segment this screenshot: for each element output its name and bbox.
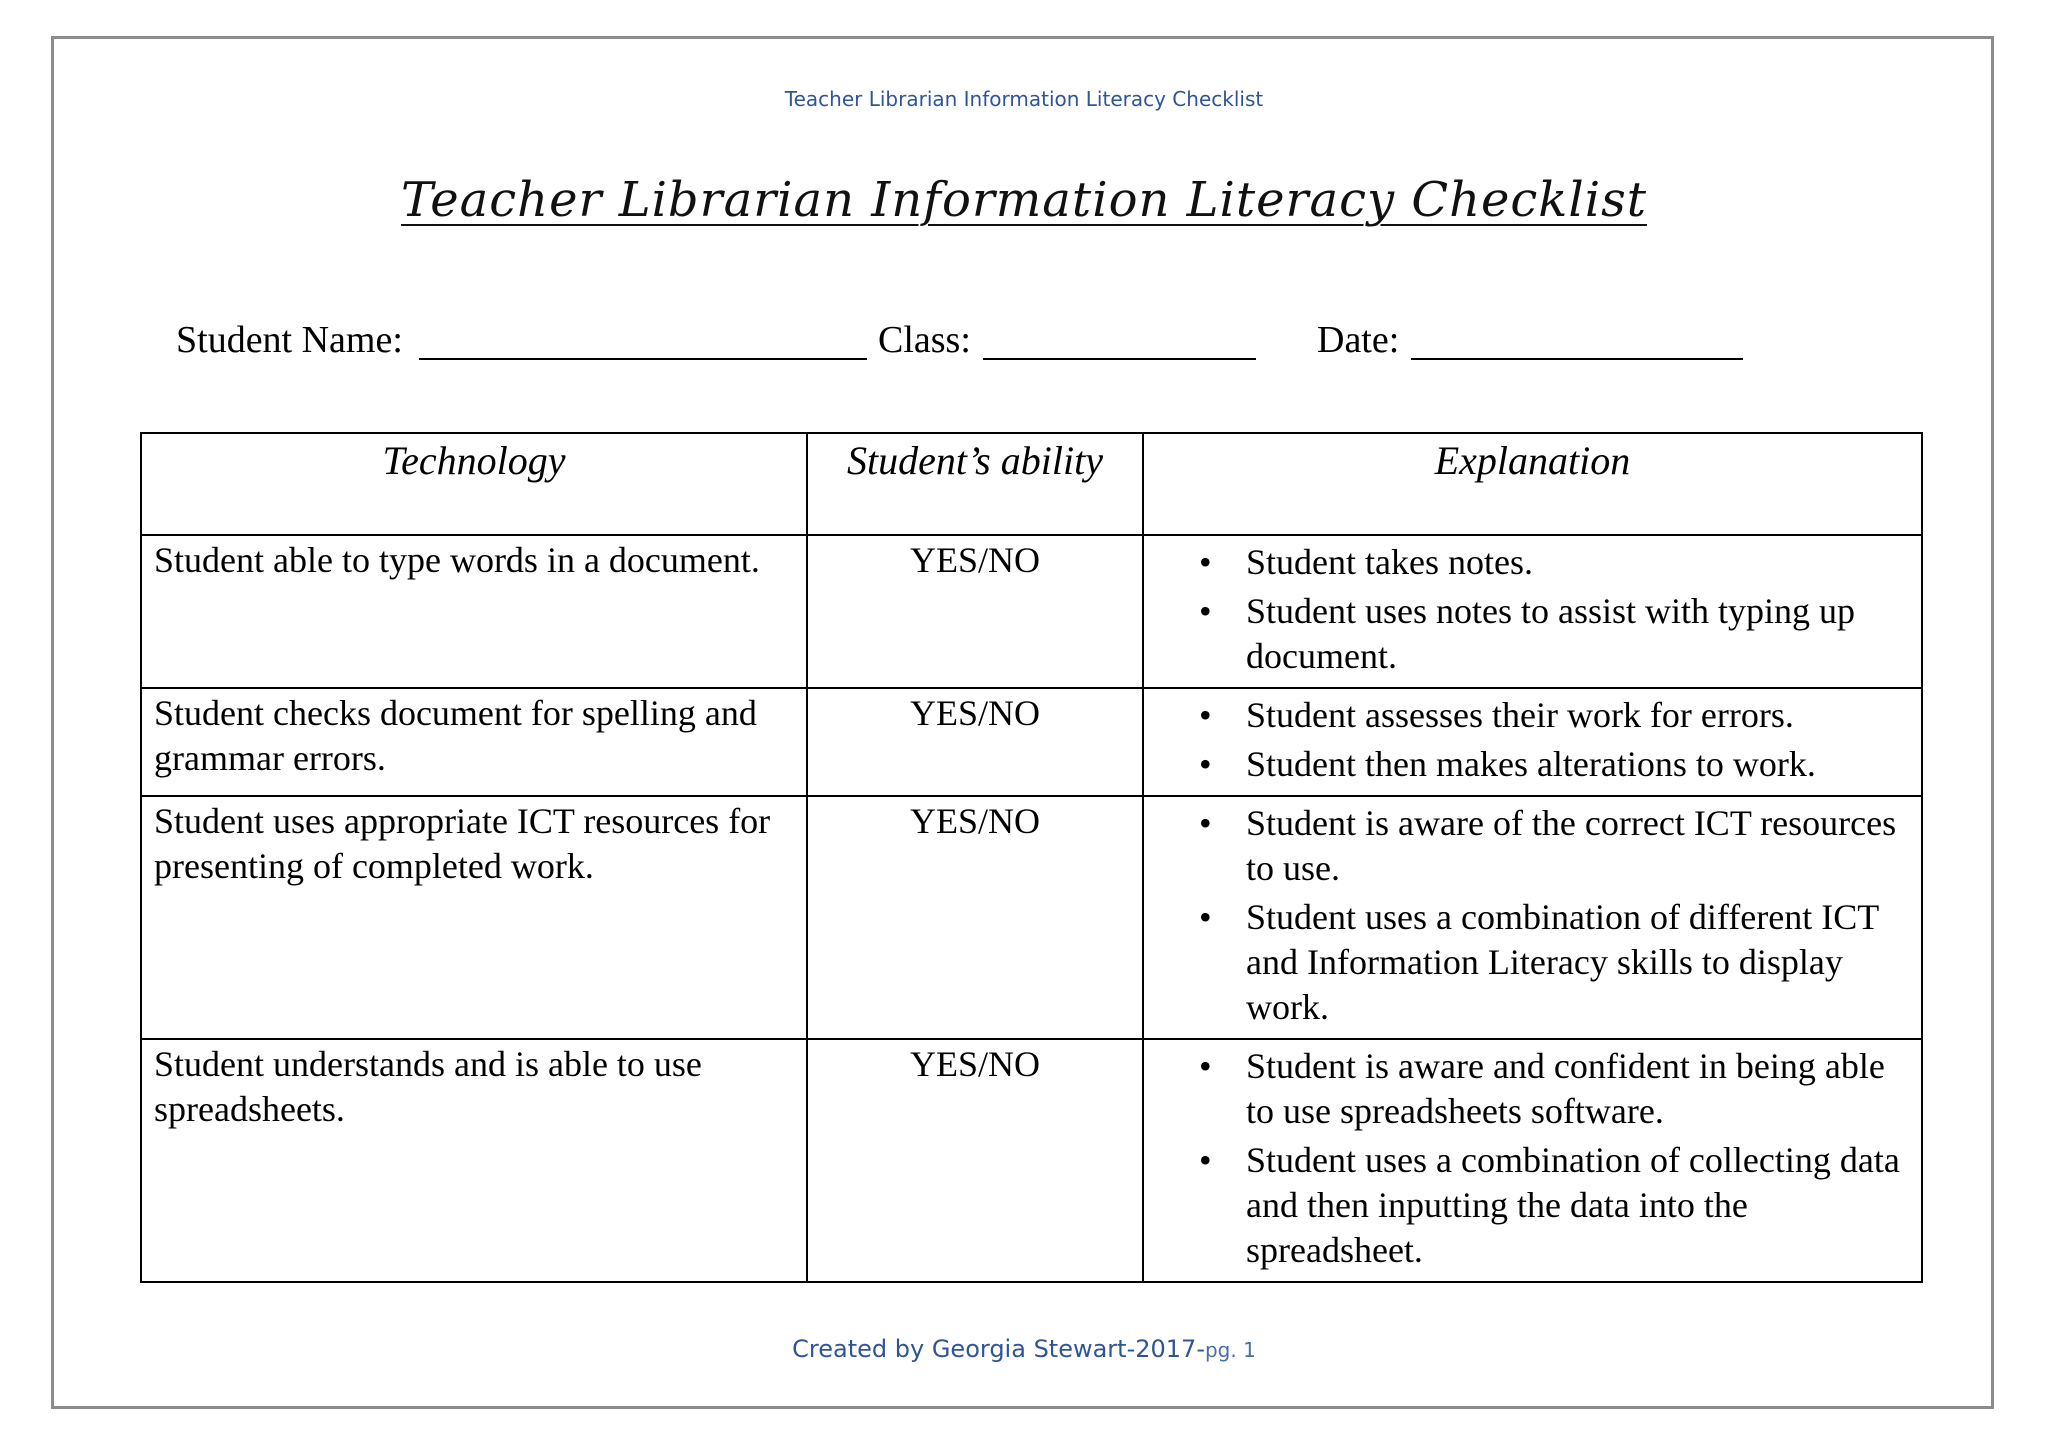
table-row (141, 796, 1922, 1039)
table-row (141, 688, 1922, 796)
header-explanation: Explanation (1143, 433, 1922, 535)
table-row (141, 535, 1922, 688)
footer-credit: Created by Georgia Stewart-2017- (792, 1335, 1205, 1363)
header-technology: Technology (141, 433, 807, 535)
student-name-field[interactable] (419, 318, 867, 360)
page-title: Teacher Librarian Information Literacy Checklist (400, 172, 1648, 228)
technology-cell: Student checks document for spelling and grammar errors. (141, 688, 807, 796)
table-header-row (141, 433, 1922, 535)
checklist-table (140, 432, 1923, 1283)
class-field[interactable] (983, 318, 1256, 360)
explanation-item: • Student is aware of the correct ICT resources to use. (1246, 801, 1909, 891)
explanation-item: • Student takes notes. (1246, 540, 1909, 585)
student-info-form (0, 318, 2048, 368)
explanation-item: • Student uses a combination of different ICT and Information Literacy skills to display work. (1246, 895, 1909, 1030)
header-students-ability: Student’s ability (807, 433, 1143, 535)
explanation-item: • Student uses a combination of collecting data and then inputting the data into the spreadsheet. (1246, 1138, 1909, 1273)
ability-cell: YES/NO (807, 796, 1143, 1039)
explanation-cell (1143, 688, 1922, 796)
explanation-item: • Student uses notes to assist with typing up document. (1246, 589, 1909, 679)
student-name-label: Student Name: (176, 319, 403, 361)
date-field[interactable] (1411, 318, 1743, 360)
explanation-cell (1143, 796, 1922, 1039)
ability-cell: YES/NO (807, 535, 1143, 688)
table-row (141, 1039, 1922, 1282)
running-header: Teacher Librarian Information Literacy Checklist (784, 87, 1264, 111)
ability-cell: YES/NO (807, 688, 1143, 796)
explanation-cell (1143, 1039, 1922, 1282)
technology-cell: Student understands and is able to use spreadsheets. (141, 1039, 807, 1282)
technology-cell: Student able to type words in a document. (141, 535, 807, 688)
explanation-cell (1143, 535, 1922, 688)
ability-cell: YES/NO (807, 1039, 1143, 1282)
explanation-item: • Student is aware and confident in being able to use spreadsheets software. (1246, 1044, 1909, 1134)
explanation-item: • Student assesses their work for errors. (1246, 693, 1909, 738)
page-number: pg. 1 (1204, 1338, 1256, 1362)
date-label: Date: (1317, 319, 1400, 361)
explanation-item: • Student then makes alterations to work. (1246, 742, 1909, 787)
class-label: Class: (878, 319, 971, 361)
page-footer (0, 1335, 2048, 1363)
technology-cell: Student uses appropriate ICT resources for presenting of completed work. (141, 796, 807, 1039)
